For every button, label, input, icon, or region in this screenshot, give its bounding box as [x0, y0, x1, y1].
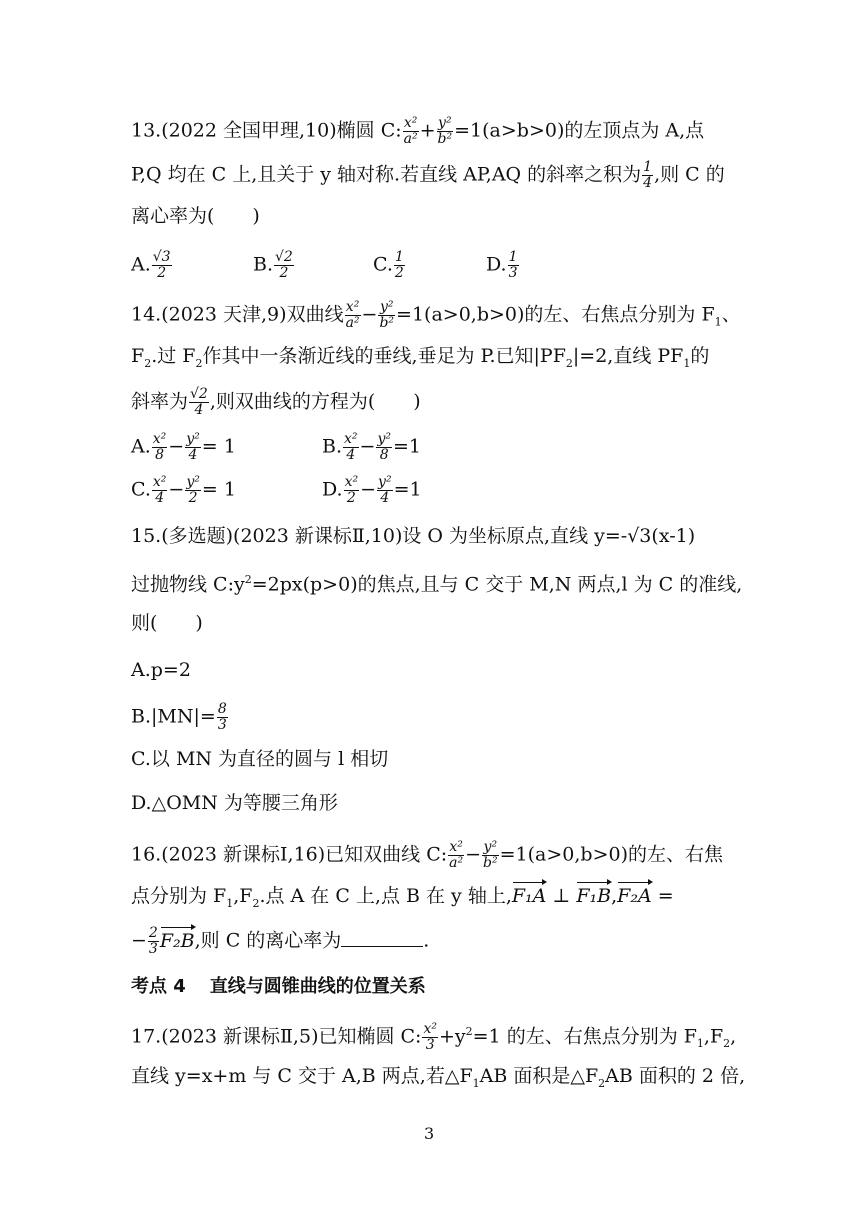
q13-option-d: D. $\frac{1}{3}$	[486, 249, 518, 281]
q14-line3: 斜率为 $\frac{√2}{4}$ ,则双曲线的方程为( )	[131, 386, 421, 418]
q13-line1: 13.(2022 全国甲理,10)椭圆 C: $\frac{\text{x²}}{\text{a²}}$ + $\frac{\text{y²}}{\text{b²}}$ =1(a>b>0)的左顶点为 A,点	[131, 115, 705, 147]
q16-line3: − $\frac{2}{3}$ F₂B,则 C 的离心率为 .	[131, 925, 430, 957]
q15-option-d: D.△OMN 为等腰三角形	[131, 792, 338, 814]
q13-option-b: B. $\frac{√2}{2}$	[253, 249, 293, 281]
q13-option-a: A. $\frac{√3}{2}$	[131, 249, 171, 281]
q14-line2: $F_2$.过 $F_2$作其中一条渐近线的垂线,垂足为 P.已知$|PF_2|=2$,直线 $PF_1$的	[131, 345, 710, 370]
q14-option-d: D. $\frac{\text{x²}}{2}$ − $\frac{\text{y²}}{4}$ =1	[322, 474, 422, 506]
q15-line3: 则( )	[131, 612, 203, 634]
q13-line2: P,Q 均在 C 上,且关于 y 轴对称.若直线 AP,AQ 的斜率之积为 $\frac{1}{4}$ ,则 C 的	[131, 159, 725, 191]
q14-option-a: A. $\frac{\text{x²}}{8}$ − $\frac{\text{y²}}{4}$ = 1	[131, 431, 236, 463]
q17-line1: 17.(2023 新课标Ⅱ,5)已知椭圆 C: $\frac{\text{x²}}{3}$ $+y^2=1$ 的左、右焦点分别为 $F_1,F_2$,	[131, 1020, 737, 1053]
q14-option-c: C. $\frac{\text{x²}}{4}$ − $\frac{\text{y²}}{2}$ = 1	[131, 474, 236, 506]
page-number: 3	[424, 1124, 435, 1143]
q14-line1: 14.(2023 天津,9)双曲线 $\frac{\text{x²}}{\text{a²}}$ − $\frac{\text{y²}}{\text{b²}}$ =1(a>0,b>0)的左、右焦点分别为 $F_1$、	[131, 299, 741, 331]
q17-line2: 直线 y=x+m 与 C 交于 A,B 两点,若$\triangle F_1AB$ 面积是$\triangle F_2AB$ 面积的 2 倍,	[131, 1065, 746, 1090]
q15-option-a: A.p=2	[131, 659, 191, 681]
q15-option-c: C.以 MN 为直径的圆与 l 相切	[131, 748, 389, 770]
q14-option-b: B. $\frac{\text{x²}}{4}$ − $\frac{\text{y²}}{8}$ =1	[322, 431, 421, 463]
section-heading: 考点 4 直线与圆锥曲线的位置关系	[131, 976, 426, 997]
answer-blank[interactable]	[341, 928, 423, 947]
q15-line2: 过抛物线 $C:y^2=2px(p>0)$的焦点,且与 C 交于 M,N 两点,l 为 C 的准线,	[131, 573, 743, 596]
q13-line3: 离心率为( )	[131, 205, 260, 227]
q15-option-b: B.|MN|= $\frac{8}{3}$	[131, 701, 227, 733]
q16-line1: 16.(2023 新课标Ⅰ,16)已知双曲线 C: $\frac{\text{x²}}{\text{a²}}$ − $\frac{\text{y²}}{\text{b²}}$ =1(a>0,b>0)的左、右焦	[131, 839, 723, 871]
q16-line2: 点分别为 $F_1,F_2$.点 A 在 C 上,点 B 在 y 轴上,F₁A ⊥ F₁B,F₂A =	[131, 885, 674, 910]
q13-option-c: C. $\frac{1}{2}$	[373, 249, 404, 281]
q15-line1: 15.(多选题)(2023 新课标Ⅱ,10)设 O 为坐标原点,直线 y=-√3(x-1)	[131, 525, 696, 547]
